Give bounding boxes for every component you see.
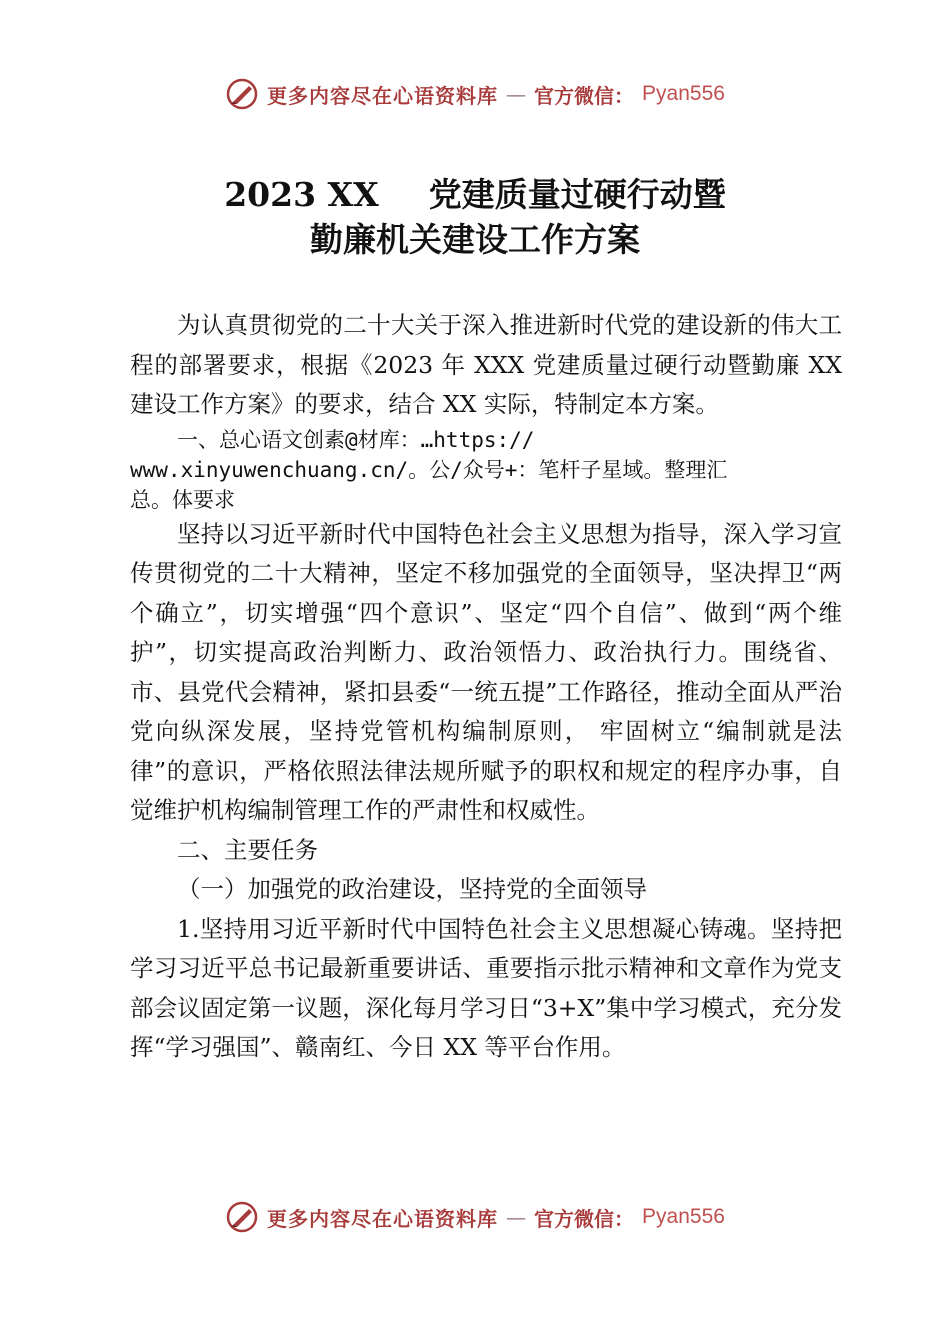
document-body xyxy=(130,306,842,1068)
banner-wechat-id: Pyan556 xyxy=(642,1205,725,1228)
document-title-line2: 勤廉机关建设工作方案 xyxy=(310,220,640,259)
pen-seal-logo-icon xyxy=(225,1200,259,1234)
inserted-ad-text xyxy=(130,425,842,515)
title-line1-text: 党建质量过硬行动暨 xyxy=(428,175,726,214)
ad-line-2: www.xinyuwenchuang.cn/。公/众号+：笔杆子星域。整理汇 xyxy=(130,457,728,482)
ad-line-1: 一、总心语文创素@材库：…https:// xyxy=(177,427,535,452)
ad-line-3: 总。体要求 xyxy=(130,487,235,512)
guiding-paragraph: 坚持以习近平新时代中国特色社会主义思想为指导，深入学习宣传贯彻党的二十大精神，坚定不移加强党的全面领导，坚决捍卫“两个确立”，切实增强“四个意识”、坚定“四个自信”、做到“两个维护”，切实提高政治判断力、政治领悟力、政治执行力。围绕省、市、县党代会精神，紧扣县委“一统五提”工作路径，推动全面从严治党向纵深发展，坚持党管机构编制原则， 牢固树立“编制就是法律”的意识，严格依照法律法规所赋予的职权和规定的程序办事，自觉维护机构编制管理工作的严肃性和权威性。 xyxy=(130,519,842,824)
subsection-heading-1: （一）加强党的政治建设，坚持党的全面领导 xyxy=(177,875,647,903)
footer-banner xyxy=(0,1197,950,1237)
document-title-line1 xyxy=(0,169,950,216)
banner-wechat-label: 官方微信： xyxy=(534,1206,635,1231)
banner-text: 更多内容尽在心语资料库 xyxy=(267,1206,499,1231)
banner-text: 更多内容尽在心语资料库 xyxy=(267,83,499,108)
task-paragraph-1: 1.坚持用习近平新时代中国特色社会主义思想凝心铸魂。坚持把学习习近平总书记最新重要讲话、重要指示批示精神和文章作为党支部会议固定第一议题，深化每月学习日“3+X”集中学习模式，充分发挥“学习强国”、赣南红、今日 XX 等平台作用。 xyxy=(130,914,842,1061)
banner-separator: — xyxy=(506,82,527,106)
banner-wechat-label: 官方微信： xyxy=(534,83,635,108)
intro-paragraph: 为认真贯彻党的二十大关于深入推进新时代党的建设新的伟大工程的部署要求，根据《2023 年 XXX 党建质量过硬行动暨勤廉 XX 建设工作方案》的要求，结合 XX 实际，特制定本方案。 xyxy=(130,311,842,418)
header-banner xyxy=(0,74,950,114)
title-year-org: 2023 XX xyxy=(224,175,379,214)
banner-separator: — xyxy=(506,1205,527,1229)
banner-wechat-id: Pyan556 xyxy=(642,82,725,105)
section-heading-2: 二、主要任务 xyxy=(177,835,318,864)
pen-seal-logo-icon xyxy=(225,77,259,111)
